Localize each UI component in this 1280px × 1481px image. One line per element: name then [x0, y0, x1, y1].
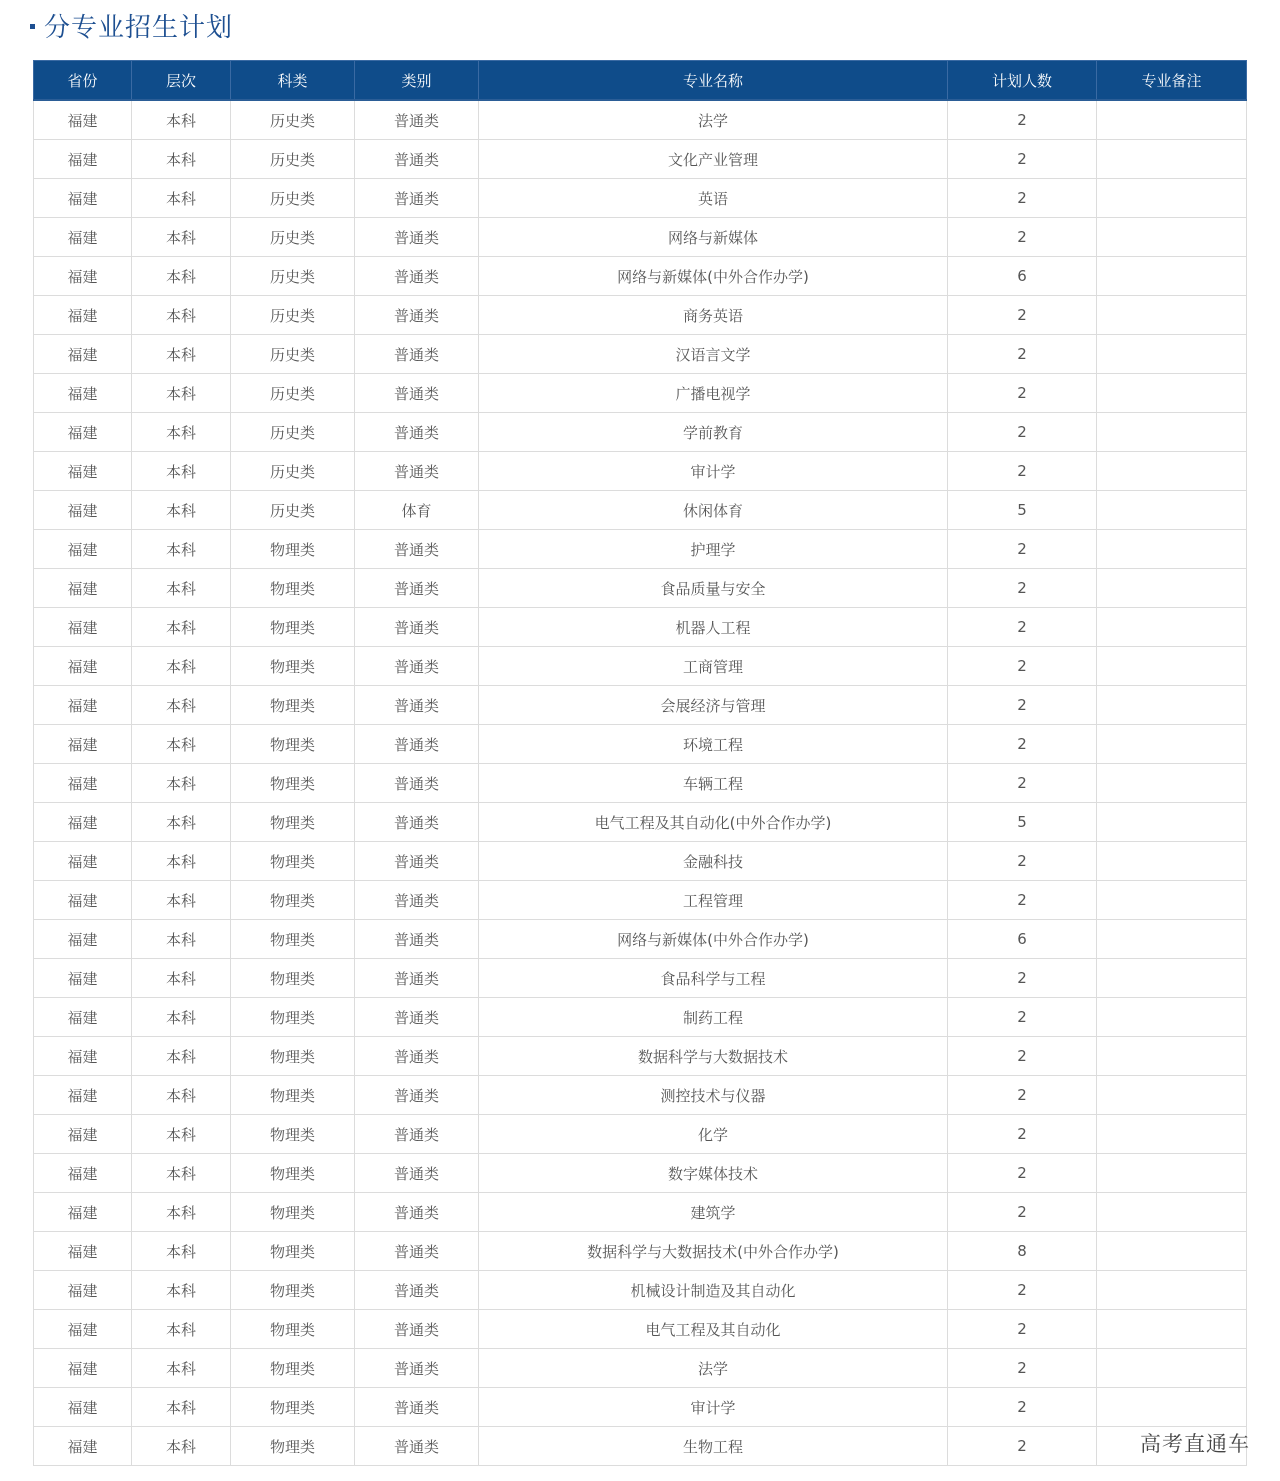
category-cell: 普通类	[355, 1037, 479, 1076]
plan-count-cell: 2	[948, 842, 1097, 881]
level-cell: 本科	[132, 218, 231, 257]
province-cell: 福建	[34, 1349, 132, 1388]
subject-track-cell: 物理类	[231, 1076, 355, 1115]
category-cell: 普通类	[355, 1154, 479, 1193]
header-province: 省份	[34, 61, 132, 101]
province-cell: 福建	[34, 1154, 132, 1193]
major-notes-cell	[1097, 647, 1247, 686]
level-cell: 本科	[132, 296, 231, 335]
major-name-cell: 工商管理	[479, 647, 948, 686]
major-notes-cell	[1097, 296, 1247, 335]
major-notes-cell	[1097, 842, 1247, 881]
subject-track-cell: 物理类	[231, 530, 355, 569]
plan-count-cell: 2	[948, 1076, 1097, 1115]
category-cell: 普通类	[355, 881, 479, 920]
subject-track-cell: 物理类	[231, 881, 355, 920]
table-row	[34, 1193, 1247, 1232]
plan-count-cell: 2	[948, 1310, 1097, 1349]
table-row	[34, 608, 1247, 647]
major-name-cell: 会展经济与管理	[479, 686, 948, 725]
province-cell: 福建	[34, 725, 132, 764]
major-name-cell: 电气工程及其自动化(中外合作办学)	[479, 803, 948, 842]
category-cell: 普通类	[355, 1193, 479, 1232]
plan-count-cell: 2	[948, 1388, 1097, 1427]
province-cell: 福建	[34, 959, 132, 998]
level-cell: 本科	[132, 1193, 231, 1232]
level-cell: 本科	[132, 1310, 231, 1349]
table-row	[34, 413, 1247, 452]
enrollment-plan-table	[33, 60, 1247, 1466]
category-cell: 普通类	[355, 608, 479, 647]
plan-count-cell: 2	[948, 1037, 1097, 1076]
level-cell: 本科	[132, 1232, 231, 1271]
major-name-cell: 食品科学与工程	[479, 959, 948, 998]
subject-track-cell: 历史类	[231, 140, 355, 179]
header-level: 层次	[132, 61, 231, 101]
plan-count-cell: 2	[948, 881, 1097, 920]
table-row	[34, 1076, 1247, 1115]
plan-count-cell: 2	[948, 764, 1097, 803]
category-cell: 普通类	[355, 1115, 479, 1154]
plan-count-cell: 6	[948, 257, 1097, 296]
level-cell: 本科	[132, 1037, 231, 1076]
major-name-cell: 学前教育	[479, 413, 948, 452]
level-cell: 本科	[132, 257, 231, 296]
province-cell: 福建	[34, 647, 132, 686]
major-notes-cell	[1097, 1076, 1247, 1115]
category-cell: 普通类	[355, 764, 479, 803]
level-cell: 本科	[132, 100, 231, 140]
subject-track-cell: 物理类	[231, 1349, 355, 1388]
major-notes-cell	[1097, 1037, 1247, 1076]
province-cell: 福建	[34, 920, 132, 959]
major-notes-cell	[1097, 1310, 1247, 1349]
table-header-row	[34, 61, 1247, 101]
major-name-cell: 生物工程	[479, 1427, 948, 1466]
major-name-cell: 数据科学与大数据技术	[479, 1037, 948, 1076]
plan-count-cell: 2	[948, 1154, 1097, 1193]
category-cell: 普通类	[355, 1349, 479, 1388]
category-cell: 体育	[355, 491, 479, 530]
plan-count-cell: 2	[948, 530, 1097, 569]
category-cell: 普通类	[355, 842, 479, 881]
major-notes-cell	[1097, 608, 1247, 647]
subject-track-cell: 历史类	[231, 413, 355, 452]
province-cell: 福建	[34, 1193, 132, 1232]
table-row	[34, 725, 1247, 764]
province-cell: 福建	[34, 179, 132, 218]
plan-count-cell: 2	[948, 100, 1097, 140]
major-notes-cell	[1097, 1349, 1247, 1388]
major-notes-cell	[1097, 569, 1247, 608]
major-notes-cell	[1097, 491, 1247, 530]
major-name-cell: 测控技术与仪器	[479, 1076, 948, 1115]
table-row	[34, 1232, 1247, 1271]
major-notes-cell	[1097, 881, 1247, 920]
plan-count-cell: 2	[948, 1427, 1097, 1466]
subject-track-cell: 历史类	[231, 218, 355, 257]
major-name-cell: 工程管理	[479, 881, 948, 920]
major-notes-cell	[1097, 959, 1247, 998]
major-notes-cell	[1097, 335, 1247, 374]
plan-count-cell: 2	[948, 1115, 1097, 1154]
province-cell: 福建	[34, 998, 132, 1037]
major-name-cell: 商务英语	[479, 296, 948, 335]
major-notes-cell	[1097, 257, 1247, 296]
major-notes-cell	[1097, 374, 1247, 413]
level-cell: 本科	[132, 413, 231, 452]
major-notes-cell	[1097, 920, 1247, 959]
table-row	[34, 998, 1247, 1037]
level-cell: 本科	[132, 1115, 231, 1154]
category-cell: 普通类	[355, 920, 479, 959]
table-row	[34, 1037, 1247, 1076]
subject-track-cell: 历史类	[231, 374, 355, 413]
province-cell: 福建	[34, 491, 132, 530]
major-name-cell: 休闲体育	[479, 491, 948, 530]
subject-track-cell: 历史类	[231, 179, 355, 218]
header-major-notes: 专业备注	[1097, 61, 1247, 101]
table-row	[34, 1388, 1247, 1427]
subject-track-cell: 物理类	[231, 998, 355, 1037]
major-notes-cell	[1097, 1115, 1247, 1154]
watermark-text: 高考直通车	[1140, 1432, 1250, 1456]
province-cell: 福建	[34, 296, 132, 335]
major-notes-cell	[1097, 1154, 1247, 1193]
category-cell: 普通类	[355, 530, 479, 569]
province-cell: 福建	[34, 1271, 132, 1310]
major-name-cell: 法学	[479, 100, 948, 140]
level-cell: 本科	[132, 1388, 231, 1427]
level-cell: 本科	[132, 920, 231, 959]
subject-track-cell: 历史类	[231, 296, 355, 335]
plan-count-cell: 2	[948, 1349, 1097, 1388]
table-row	[34, 569, 1247, 608]
province-cell: 福建	[34, 1427, 132, 1466]
major-name-cell: 英语	[479, 179, 948, 218]
major-name-cell: 审计学	[479, 1388, 948, 1427]
province-cell: 福建	[34, 569, 132, 608]
subject-track-cell: 物理类	[231, 1193, 355, 1232]
plan-count-cell: 2	[948, 608, 1097, 647]
plan-count-cell: 8	[948, 1232, 1097, 1271]
plan-count-cell: 2	[948, 647, 1097, 686]
major-name-cell: 数据科学与大数据技术(中外合作办学)	[479, 1232, 948, 1271]
plan-count-cell: 6	[948, 920, 1097, 959]
major-name-cell: 法学	[479, 1349, 948, 1388]
major-notes-cell	[1097, 413, 1247, 452]
category-cell: 普通类	[355, 998, 479, 1037]
table-row	[34, 1115, 1247, 1154]
plan-count-cell: 2	[948, 1193, 1097, 1232]
province-cell: 福建	[34, 530, 132, 569]
major-name-cell: 汉语言文学	[479, 335, 948, 374]
major-notes-cell	[1097, 803, 1247, 842]
level-cell: 本科	[132, 1349, 231, 1388]
major-notes-cell	[1097, 998, 1247, 1037]
major-name-cell: 网络与新媒体(中外合作办学)	[479, 257, 948, 296]
subject-track-cell: 历史类	[231, 100, 355, 140]
category-cell: 普通类	[355, 725, 479, 764]
plan-count-cell: 2	[948, 335, 1097, 374]
major-name-cell: 审计学	[479, 452, 948, 491]
major-name-cell: 数字媒体技术	[479, 1154, 948, 1193]
level-cell: 本科	[132, 1154, 231, 1193]
subject-track-cell: 物理类	[231, 1271, 355, 1310]
category-cell: 普通类	[355, 100, 479, 140]
level-cell: 本科	[132, 803, 231, 842]
table-row	[34, 179, 1247, 218]
category-cell: 普通类	[355, 1310, 479, 1349]
major-notes-cell	[1097, 530, 1247, 569]
subject-track-cell: 物理类	[231, 647, 355, 686]
subject-track-cell: 物理类	[231, 1037, 355, 1076]
major-notes-cell	[1097, 179, 1247, 218]
level-cell: 本科	[132, 179, 231, 218]
level-cell: 本科	[132, 335, 231, 374]
major-notes-cell	[1097, 725, 1247, 764]
category-cell: 普通类	[355, 803, 479, 842]
category-cell: 普通类	[355, 959, 479, 998]
table-row	[34, 257, 1247, 296]
plan-count-cell: 2	[948, 998, 1097, 1037]
table-row	[34, 647, 1247, 686]
category-cell: 普通类	[355, 1388, 479, 1427]
province-cell: 福建	[34, 1232, 132, 1271]
title-marker	[30, 24, 35, 29]
province-cell: 福建	[34, 374, 132, 413]
province-cell: 福建	[34, 608, 132, 647]
major-notes-cell	[1097, 1193, 1247, 1232]
section-title-text: 分专业招生计划	[44, 12, 234, 43]
category-cell: 普通类	[355, 218, 479, 257]
subject-track-cell: 物理类	[231, 569, 355, 608]
category-cell: 普通类	[355, 413, 479, 452]
section-title	[30, 4, 233, 46]
province-cell: 福建	[34, 1310, 132, 1349]
category-cell: 普通类	[355, 686, 479, 725]
table-row	[34, 881, 1247, 920]
plan-count-cell: 2	[948, 218, 1097, 257]
plan-count-cell: 2	[948, 452, 1097, 491]
province-cell: 福建	[34, 1037, 132, 1076]
level-cell: 本科	[132, 881, 231, 920]
category-cell: 普通类	[355, 374, 479, 413]
level-cell: 本科	[132, 530, 231, 569]
subject-track-cell: 物理类	[231, 1232, 355, 1271]
major-name-cell: 化学	[479, 1115, 948, 1154]
category-cell: 普通类	[355, 569, 479, 608]
subject-track-cell: 物理类	[231, 686, 355, 725]
table-row	[34, 1349, 1247, 1388]
table-row	[34, 686, 1247, 725]
subject-track-cell: 物理类	[231, 959, 355, 998]
category-cell: 普通类	[355, 647, 479, 686]
table-row	[34, 764, 1247, 803]
major-name-cell: 车辆工程	[479, 764, 948, 803]
header-plan-count: 计划人数	[948, 61, 1097, 101]
table-row	[34, 1310, 1247, 1349]
level-cell: 本科	[132, 725, 231, 764]
plan-count-cell: 2	[948, 686, 1097, 725]
category-cell: 普通类	[355, 1076, 479, 1115]
category-cell: 普通类	[355, 257, 479, 296]
category-cell: 普通类	[355, 1232, 479, 1271]
plan-count-cell: 2	[948, 374, 1097, 413]
major-notes-cell	[1097, 140, 1247, 179]
level-cell: 本科	[132, 608, 231, 647]
table-row	[34, 1271, 1247, 1310]
level-cell: 本科	[132, 647, 231, 686]
table-row	[34, 803, 1247, 842]
category-cell: 普通类	[355, 179, 479, 218]
province-cell: 福建	[34, 100, 132, 140]
level-cell: 本科	[132, 140, 231, 179]
table-row	[34, 218, 1247, 257]
category-cell: 普通类	[355, 140, 479, 179]
major-name-cell: 金融科技	[479, 842, 948, 881]
table-row	[34, 959, 1247, 998]
major-notes-cell	[1097, 1271, 1247, 1310]
province-cell: 福建	[34, 842, 132, 881]
province-cell: 福建	[34, 452, 132, 491]
plan-count-cell: 2	[948, 725, 1097, 764]
major-name-cell: 护理学	[479, 530, 948, 569]
level-cell: 本科	[132, 959, 231, 998]
level-cell: 本科	[132, 998, 231, 1037]
province-cell: 福建	[34, 803, 132, 842]
province-cell: 福建	[34, 764, 132, 803]
subject-track-cell: 物理类	[231, 920, 355, 959]
level-cell: 本科	[132, 1076, 231, 1115]
subject-track-cell: 物理类	[231, 608, 355, 647]
level-cell: 本科	[132, 491, 231, 530]
major-notes-cell	[1097, 686, 1247, 725]
level-cell: 本科	[132, 842, 231, 881]
subject-track-cell: 物理类	[231, 1115, 355, 1154]
subject-track-cell: 物理类	[231, 1427, 355, 1466]
province-cell: 福建	[34, 218, 132, 257]
table-row	[34, 1154, 1247, 1193]
level-cell: 本科	[132, 374, 231, 413]
plan-count-cell: 2	[948, 179, 1097, 218]
category-cell: 普通类	[355, 1271, 479, 1310]
province-cell: 福建	[34, 1388, 132, 1427]
header-subject-track: 科类	[231, 61, 355, 101]
table-row	[34, 140, 1247, 179]
province-cell: 福建	[34, 881, 132, 920]
level-cell: 本科	[132, 1271, 231, 1310]
table-row	[34, 452, 1247, 491]
province-cell: 福建	[34, 140, 132, 179]
level-cell: 本科	[132, 764, 231, 803]
province-cell: 福建	[34, 413, 132, 452]
table-row	[34, 530, 1247, 569]
table-row	[34, 335, 1247, 374]
subject-track-cell: 历史类	[231, 452, 355, 491]
major-name-cell: 机器人工程	[479, 608, 948, 647]
table-body	[34, 100, 1247, 1466]
major-notes-cell	[1097, 100, 1247, 140]
major-notes-cell	[1097, 218, 1247, 257]
subject-track-cell: 物理类	[231, 803, 355, 842]
subject-track-cell: 物理类	[231, 764, 355, 803]
subject-track-cell: 物理类	[231, 1154, 355, 1193]
plan-count-cell: 2	[948, 413, 1097, 452]
table-row	[34, 1427, 1247, 1466]
major-name-cell: 广播电视学	[479, 374, 948, 413]
major-notes-cell	[1097, 452, 1247, 491]
table-row	[34, 491, 1247, 530]
table-row	[34, 296, 1247, 335]
plan-count-cell: 2	[948, 1271, 1097, 1310]
major-name-cell: 建筑学	[479, 1193, 948, 1232]
level-cell: 本科	[132, 569, 231, 608]
major-name-cell: 网络与新媒体	[479, 218, 948, 257]
subject-track-cell: 历史类	[231, 335, 355, 374]
level-cell: 本科	[132, 1427, 231, 1466]
major-name-cell: 机械设计制造及其自动化	[479, 1271, 948, 1310]
province-cell: 福建	[34, 1115, 132, 1154]
table-row	[34, 374, 1247, 413]
table-row	[34, 842, 1247, 881]
header-major-name: 专业名称	[479, 61, 948, 101]
major-name-cell: 文化产业管理	[479, 140, 948, 179]
province-cell: 福建	[34, 686, 132, 725]
subject-track-cell: 物理类	[231, 725, 355, 764]
major-name-cell: 环境工程	[479, 725, 948, 764]
category-cell: 普通类	[355, 452, 479, 491]
major-notes-cell	[1097, 764, 1247, 803]
category-cell: 普通类	[355, 335, 479, 374]
level-cell: 本科	[132, 686, 231, 725]
major-notes-cell	[1097, 1232, 1247, 1271]
province-cell: 福建	[34, 257, 132, 296]
major-name-cell: 制药工程	[479, 998, 948, 1037]
level-cell: 本科	[132, 452, 231, 491]
major-name-cell: 网络与新媒体(中外合作办学)	[479, 920, 948, 959]
province-cell: 福建	[34, 335, 132, 374]
table-row	[34, 100, 1247, 140]
subject-track-cell: 物理类	[231, 1310, 355, 1349]
major-notes-cell	[1097, 1388, 1247, 1427]
table-row	[34, 920, 1247, 959]
subject-track-cell: 物理类	[231, 1388, 355, 1427]
province-cell: 福建	[34, 1076, 132, 1115]
subject-track-cell: 历史类	[231, 257, 355, 296]
plan-count-cell: 2	[948, 140, 1097, 179]
major-name-cell: 食品质量与安全	[479, 569, 948, 608]
plan-count-cell: 2	[948, 296, 1097, 335]
plan-count-cell: 5	[948, 491, 1097, 530]
category-cell: 普通类	[355, 1427, 479, 1466]
subject-track-cell: 历史类	[231, 491, 355, 530]
plan-count-cell: 2	[948, 569, 1097, 608]
subject-track-cell: 物理类	[231, 842, 355, 881]
header-category: 类别	[355, 61, 479, 101]
category-cell: 普通类	[355, 296, 479, 335]
plan-count-cell: 2	[948, 959, 1097, 998]
major-name-cell: 电气工程及其自动化	[479, 1310, 948, 1349]
plan-count-cell: 5	[948, 803, 1097, 842]
